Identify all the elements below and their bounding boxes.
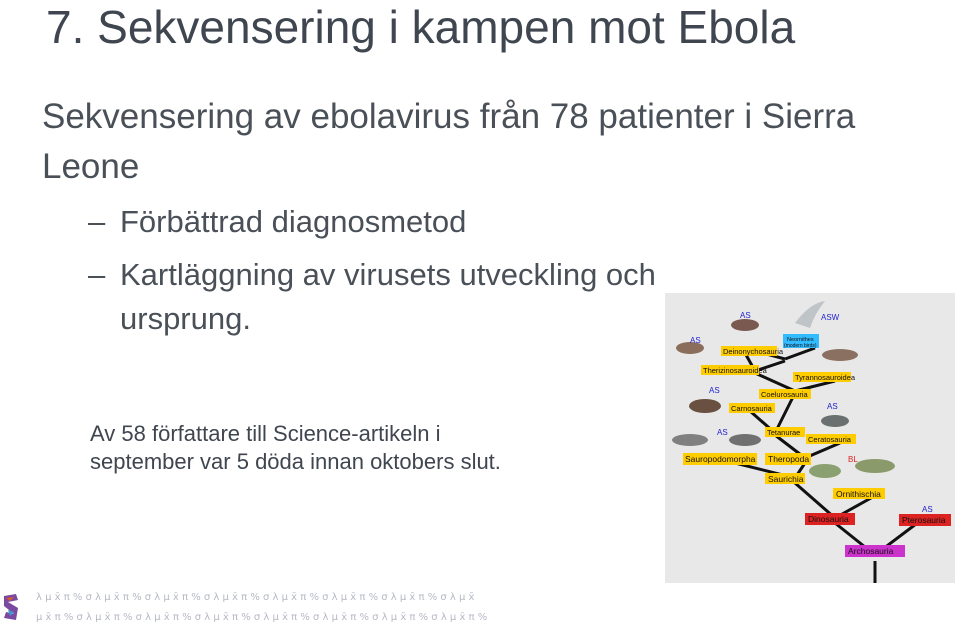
clade-label: Tyrannosauroidea [795, 373, 856, 382]
region-tag: AS [709, 386, 720, 395]
clade-label: Deinonychosauria [723, 347, 784, 356]
clade-label: Coelurosauria [761, 390, 808, 399]
region-tag: BL [848, 455, 858, 464]
main-bullet: Sekvensering av ebolavirus från 78 patienter i Sierra Leone [42, 97, 856, 186]
footer-pattern-row-1: λ μ x̄ π % σ λ μ x̄ π % σ λ μ x̄ π % σ λ μ x̄ π % σ λ μ x̄ π % σ λ μ x̄ π % σ λ μ x̄ π % σ λ μ x̄ [36, 592, 475, 603]
note-line-2: september var 5 döda innan oktobers slut. [90, 449, 501, 474]
clade-label: Sauropodomorpha [685, 454, 756, 464]
clade-label: Carnosauria [731, 404, 772, 413]
clade-label: Pterosauria [902, 515, 946, 525]
region-tag: AS [690, 336, 701, 345]
clade-label: Saurichia [768, 474, 804, 484]
s-logo-icon [2, 592, 20, 622]
phylogeny-svg [665, 293, 955, 583]
region-tag: AS [922, 505, 933, 514]
slide-title: 7. Sekvensering i kampen mot Ebola [46, 1, 796, 53]
clade-label: Archosauria [848, 546, 894, 556]
clade-label: Tetanurae [767, 428, 801, 437]
clade-label: Ceratosauria [808, 435, 851, 444]
sub-bullet-diagnosis [88, 200, 466, 244]
note-line-1: Av 58 författare till Science-artikeln i [90, 421, 441, 446]
footer-pattern-row-2: μ x̄ π % σ λ μ x̄ π % σ λ μ x̄ π % σ λ μ x̄ π % σ λ μ x̄ π % σ λ μ x̄ π % σ λ μ x̄ π % σ λ μ x̄ π % [36, 612, 488, 623]
sub-bullet-continuation: ursprung. [120, 301, 251, 336]
region-tag: AS [740, 311, 751, 320]
sub-bullet-mapping [88, 253, 656, 297]
region-tag: AS [827, 402, 838, 411]
clade-label: Theropoda [768, 454, 810, 464]
region-tag: AS [717, 428, 728, 437]
clade-label: (modern birds) [784, 343, 817, 349]
clade-label: Therizinosauroidea [703, 366, 767, 375]
author-note [90, 420, 501, 476]
slide-footer [0, 580, 960, 624]
clade-label: Dinosauria [808, 514, 849, 524]
dash-icon: – [88, 204, 106, 239]
dinosaur-phylogeny-figure [665, 293, 955, 583]
clade-label: Ornithischia [836, 489, 881, 499]
clade-label: Neornithes [787, 337, 814, 343]
region-tag: ASW [821, 313, 840, 322]
sub-bullet-text: Kartläggning av virusets utveckling och [120, 257, 656, 292]
sub-bullet-text: Förbättrad diagnosmetod [120, 204, 467, 239]
dash-icon: – [88, 257, 106, 292]
